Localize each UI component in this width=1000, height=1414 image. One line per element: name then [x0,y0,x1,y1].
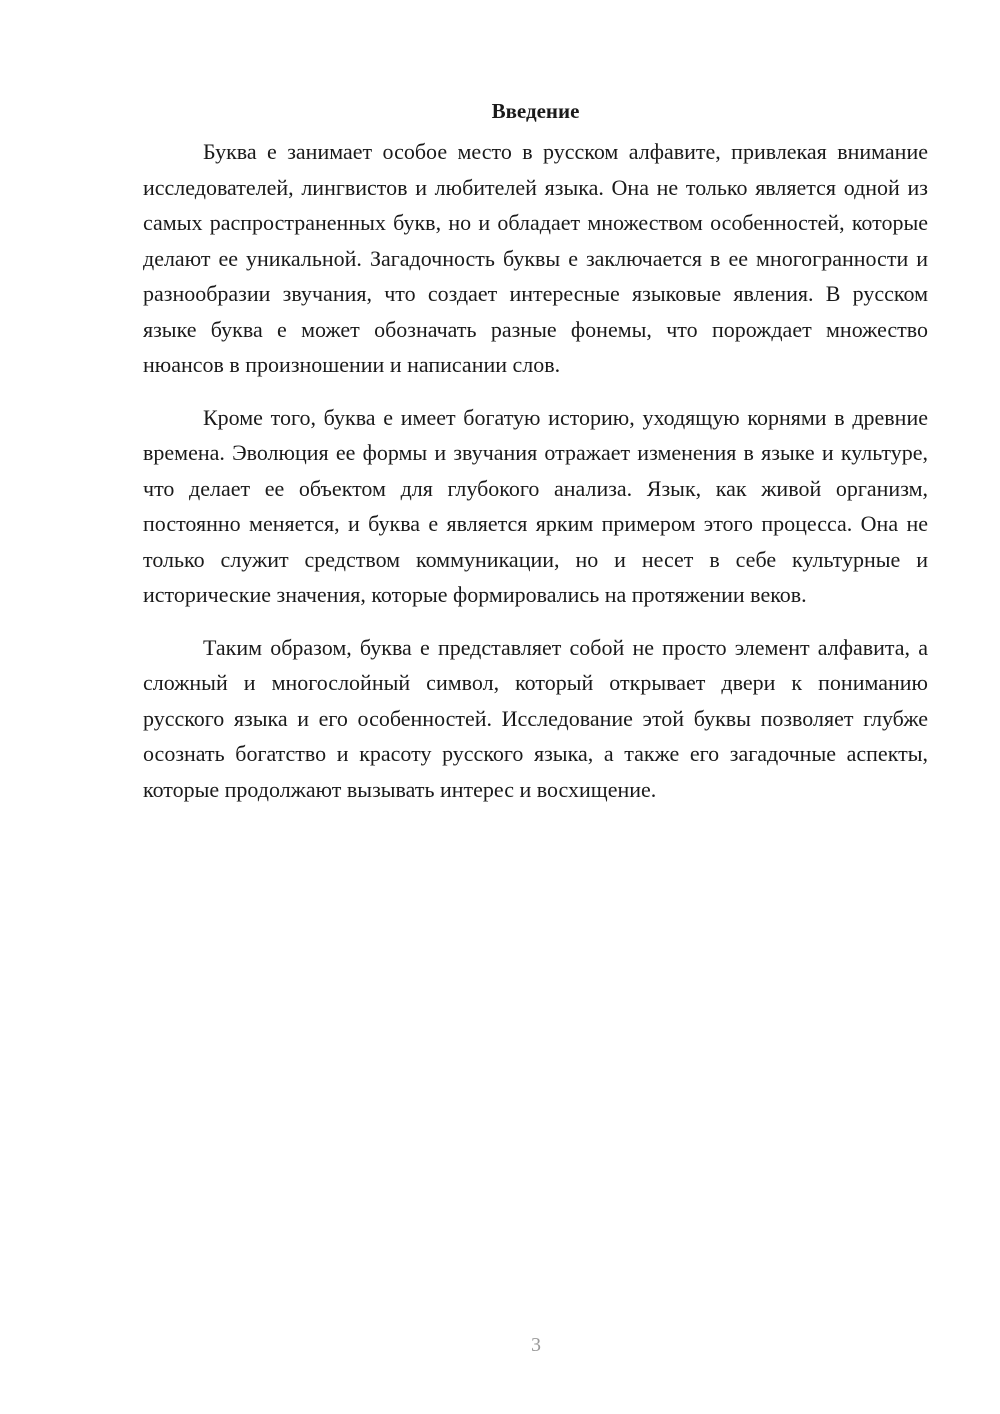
paragraph-3: Таким образом, буква е представляет собой не просто элемент алфавита, а сложный и многослойный символ, который открывает двери к пониманию русского языка и его особенностей. Исследование этой буквы позволяет глубже осознать богатство и красоту русского языка, а также его загадочные аспекты, которые продолжают вызывать интерес и восхищение. [143,634,928,802]
page-heading: Введение [491,99,580,123]
page-number: 3 [531,1334,541,1356]
page-content [143,96,928,824]
paragraph-1: Буква е занимает особое место в русском алфавите, привлекая внимание исследователей, лингвистов и любителей языка. Она не только является одной из самых распространенных букв, но и обладает множеством особенностей, которые делают ее уникальной. Загадочность буквы е заключается в ее многогранности и разнообразии звучания, что создает интересные языковые явления. В русском языке буква е может обозначать разные фонемы, что порождает множество нюансов в произношении и написании слов. [143,139,928,377]
paragraph-2: Кроме того, буква е имеет богатую историю, уходящую корнями в древние времена. Эволюция ее формы и звучания отражает изменения в языке и культуре, что делает ее объектом для глубокого анализа. Язык, как живой организм, постоянно меняется, и буква е является ярким примером этого процесса. Она не только служит средством коммуникации, но и несет в себе культурные и исторические значения, которые формировались на протяжении веков. [143,404,928,607]
